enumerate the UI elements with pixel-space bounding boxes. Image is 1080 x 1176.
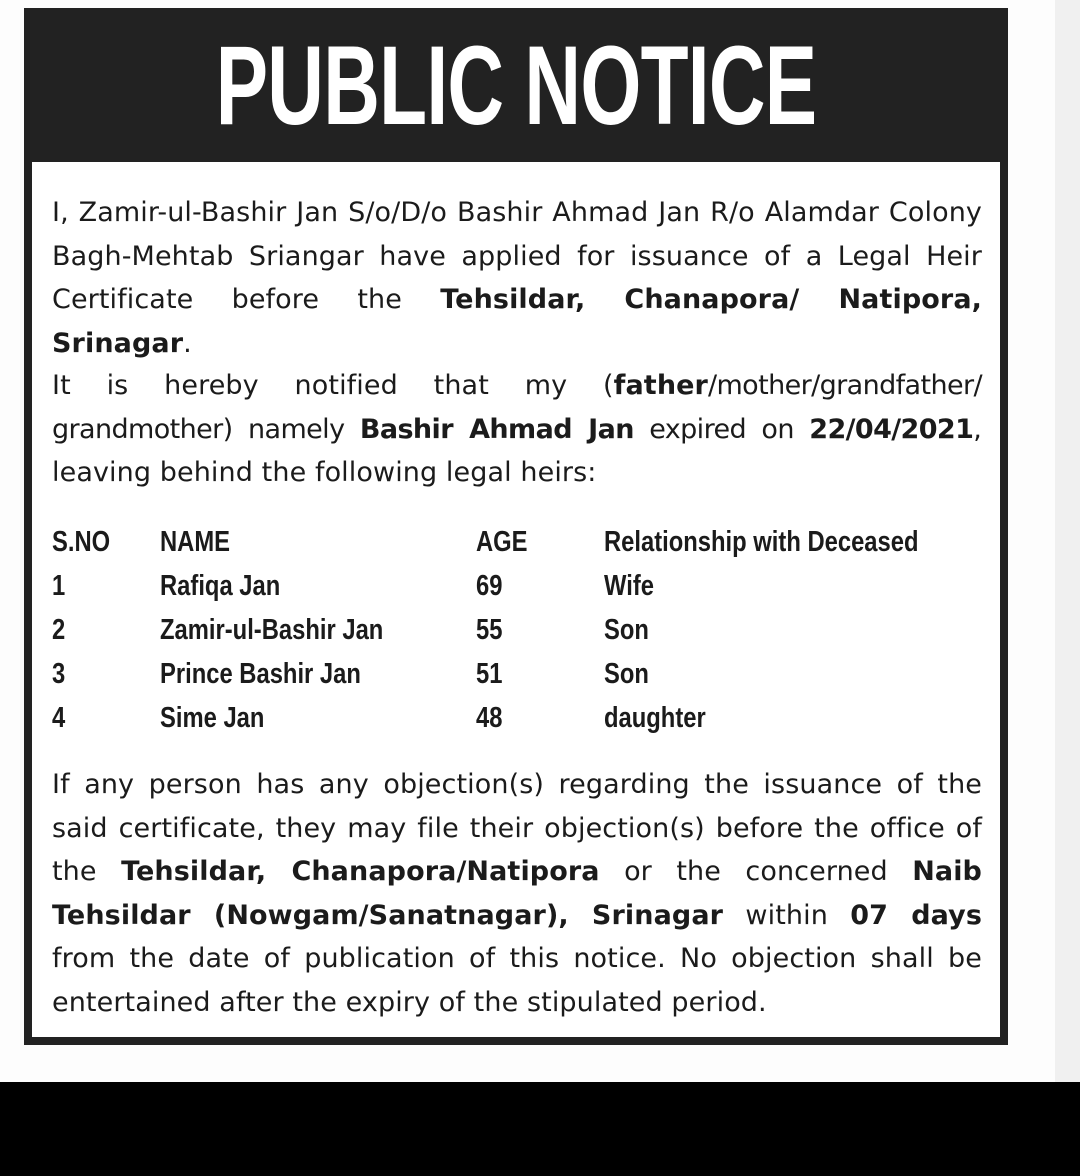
application-text-end: . [183, 327, 192, 359]
objection-within: within [723, 899, 851, 931]
objection-text-mid: or the concerned [599, 856, 913, 887]
relation-father: father [613, 370, 708, 401]
public-notice [24, 8, 1008, 1045]
application-text: I, Zamir-ul-Bashir Jan S/o/D/o Bashir Ahmad Jan R/o Alamdar Colony Bagh-Mehtab Sriangar have applied for issuance of a Legal Heir Certificate before the [52, 197, 982, 315]
naib-tehsildar-office: Naib Tehsildar (Nowgam/Sanatnagar), Srinagar [52, 856, 982, 931]
application-paragraph [52, 191, 982, 365]
expired-text: expired on [633, 413, 810, 445]
notice-title: PUBLIC NOTICE [215, 23, 817, 148]
cell-relationship: Son [604, 614, 649, 646]
cell-age: 55 [476, 614, 503, 646]
table-header-row [52, 520, 982, 564]
objection-paragraph [52, 763, 982, 1024]
notification-paragraph [52, 364, 982, 495]
table-row [52, 564, 982, 608]
cell-age: 48 [476, 702, 503, 734]
header-name: NAME [160, 526, 231, 558]
page-edge [1055, 0, 1080, 1082]
cell-relationship: daughter [604, 702, 706, 734]
header-relationship: Relationship with Deceased [604, 526, 919, 558]
cell-sno: 3 [52, 658, 66, 690]
heirs-intro: , leaving behind the following legal heirs: [52, 413, 982, 488]
cell-sno: 4 [52, 702, 66, 734]
header-sno: S.NO [52, 526, 111, 558]
cell-name: Zamir-ul-Bashir Jan [160, 614, 384, 646]
relation-options: /mother/grandfather/ grandmother) namely [52, 370, 982, 445]
cell-sno: 1 [52, 570, 66, 602]
cell-age: 51 [476, 658, 503, 690]
deceased-name: Bashir Ahmad Jan [359, 413, 634, 445]
cell-relationship: Wife [604, 570, 654, 602]
cell-age: 69 [476, 570, 503, 602]
cell-name: Sime Jan [160, 702, 265, 734]
objection-text-end: from the date of publication of this notice. No objection shall be entertained after the expiry of the stipulated period. [52, 943, 982, 1018]
table-row [52, 652, 982, 696]
notification-text: It is hereby notified that my ( [52, 370, 614, 401]
cell-relationship: Son [604, 658, 649, 690]
cell-sno: 2 [52, 614, 66, 646]
legal-heirs-table [52, 520, 982, 740]
date-of-death: 22/04/2021 [809, 413, 974, 445]
objection-period: 07 days [850, 899, 982, 931]
objection-office: Tehsildar, Chanapora/Natipora [121, 856, 600, 887]
table-row [52, 696, 982, 740]
cell-name: Prince Bashir Jan [160, 658, 361, 690]
notice-banner [24, 8, 1008, 162]
notice-body [32, 162, 1000, 1037]
objection-text: If any person has any objection(s) regarding the issuance of the said certificate, they may file their objection(s) before the office of the [52, 769, 982, 887]
table-row [52, 608, 982, 652]
header-age: AGE [476, 526, 528, 558]
tehsildar-office: Tehsildar, Chanapora/ Natipora, Srinagar [52, 284, 982, 359]
cell-name: Rafiqa Jan [160, 570, 281, 602]
